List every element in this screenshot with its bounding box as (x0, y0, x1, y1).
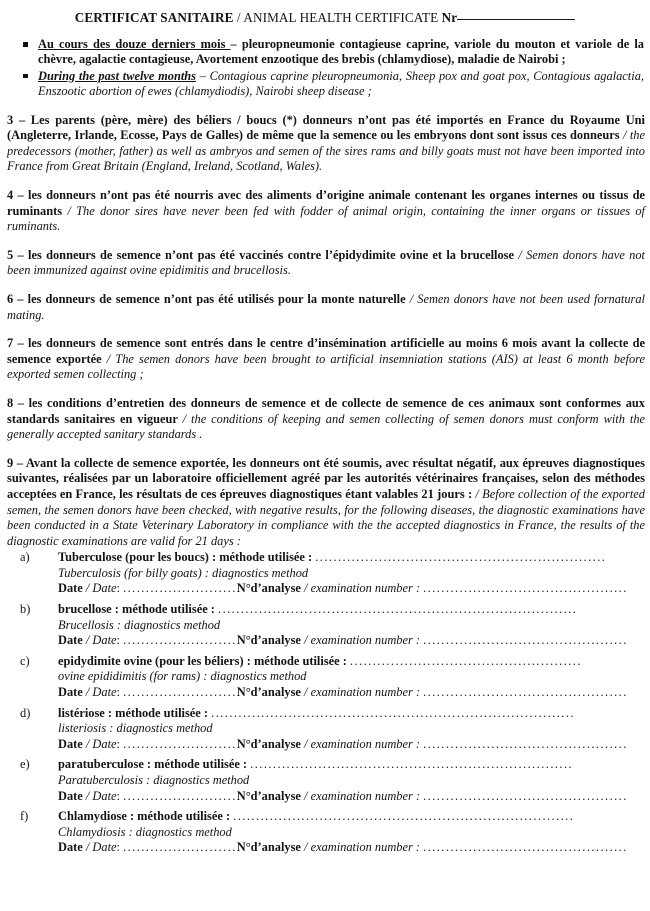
method-fill-c[interactable]: ................................................... (349, 653, 582, 668)
diagnostic-a-date-line (58, 581, 648, 597)
clause-3-english: / the predecessors (mother, father) as well as ambryos and semen of the sires rams and billy goats must not have been imported into France from Great Britain (England, Ireland, Scotland, Wales). (7, 128, 645, 174)
analysis-fill-d[interactable]: ............................................. (423, 736, 628, 751)
diagnostic-d-name-en: listeriosis (58, 721, 107, 736)
analysis-label-fr: N°d’analyse (236, 788, 301, 803)
analysis-fill-b[interactable]: ............................................. (423, 633, 628, 648)
diagnostic-b-name-fr: brucellose (58, 602, 112, 617)
date-fill-e[interactable]: ......................... (123, 788, 237, 803)
analysis-label-en: / examination number : (300, 685, 424, 700)
analysis-label-fr: N°d’analyse (236, 581, 301, 596)
date-label-fr: Date (58, 840, 83, 855)
analysis-label-fr: N°d’analyse (236, 840, 301, 855)
method-fill-a[interactable]: ................................................................ (315, 550, 607, 565)
diagnostic-e-name-fr: paratuberculose (58, 757, 144, 772)
diagnostic-b-date-line (58, 633, 648, 649)
method-fill-e[interactable]: ....................................................................... (250, 757, 574, 772)
diagnostic-d-name-fr: listériose (58, 705, 105, 720)
clause-4 (0, 188, 650, 235)
diagnostic-d-date-line (58, 737, 648, 753)
item-letter-f: f) (20, 809, 29, 824)
date-label-en: / Date (82, 736, 117, 751)
diagnostic-c-french-line (58, 654, 648, 670)
certificate-number-blank[interactable] (457, 19, 575, 20)
method-label-en: : diagnostics method (125, 824, 232, 839)
analysis-label-fr: N°d’analyse (236, 736, 301, 751)
bullet-body-french: – pleuropneumonie contagieuse caprine, variole du mouton et variole de la chèvre, agalactie contagieuse, Avortement enzootique des brebis (chlamydiose), maladie de Nairobi ; (38, 37, 644, 67)
method-label-en: : diagnostics method (201, 565, 309, 580)
clause-7 (0, 336, 650, 383)
clause-8 (0, 396, 650, 443)
analysis-fill-c[interactable]: ............................................. (423, 685, 628, 700)
disease-period-bullets (0, 37, 650, 100)
diagnostic-c-english-line (58, 669, 648, 685)
clause-6-french: 6 – les donneurs de semence n’ont pas été utilisés pour la monte naturelle (7, 291, 410, 306)
method-label-fr: : méthode utilisée : (143, 757, 251, 772)
diagnostic-a-name-fr: Tuberculose (pour les boucs) (58, 550, 209, 565)
analysis-label-en: / examination number : (300, 840, 424, 855)
diagnostic-a-name-en: Tuberculosis (for billy goats) (58, 565, 202, 580)
bullet-item-french (7, 37, 644, 68)
diagnostics-list (0, 550, 650, 856)
certificate-number-label: Nr (441, 10, 458, 25)
method-label-en: : diagnostics method (200, 669, 307, 684)
clause-8-french: 8 – les conditions d’entretien des donneurs de semence et de collecte de semence de ces animaux sont conformes aux standards sanitaires en vigueur (7, 395, 645, 426)
diagnostic-e-date-line (58, 789, 648, 805)
analysis-fill-f[interactable]: ............................................. (423, 840, 628, 855)
method-label-fr: : méthode utilisée : (243, 653, 350, 668)
diagnostic-item-a (7, 550, 648, 597)
diagnostic-f-date-line (58, 840, 648, 856)
diagnostic-e-english-line (58, 773, 648, 789)
diagnostic-b-english-line (58, 618, 648, 634)
analysis-label-en: / examination number : (300, 581, 424, 596)
bullet-heading-english: During the past twelve months (38, 68, 196, 83)
date-colon: : (116, 788, 124, 803)
date-label-fr: Date (58, 736, 83, 751)
date-label-fr: Date (58, 633, 83, 648)
analysis-label-en: / examination number : (300, 736, 424, 751)
title-french: CERTIFICAT SANITAIRE (74, 10, 234, 25)
analysis-label-en: / examination number : (300, 633, 424, 648)
bullet-body-english: – Contagious caprine pleuropneumonia, Sheep pox and goat pox, Contagious agalactia, Enszootic abortion of ewes (chlamydiodis), Nairobi sheep disease ; (38, 68, 644, 99)
diagnostic-f-name-fr: Chlamydiose (58, 809, 127, 824)
method-fill-f[interactable]: ........................................................................... (233, 809, 575, 824)
date-fill-c[interactable]: ......................... (123, 685, 237, 700)
item-letter-b: b) (20, 602, 31, 617)
item-letter-c: c) (20, 653, 30, 668)
diagnostic-b-french-line (58, 602, 648, 618)
date-colon: : (116, 840, 124, 855)
method-label-en: : diagnostics method (142, 773, 250, 787)
diagnostic-f-name-en: Chlamydiosis (58, 824, 126, 839)
clause-7-english: / The semen donors have been brought to artificial insemniation stations (AIS) at least 6 month before exported semen collecting ; (7, 351, 645, 382)
clause-8-english: / the conditions of keeping and semen collecting of semen donors must conform with the generally accepted sanitary standards . (7, 411, 646, 442)
item-letter-e: e) (20, 757, 30, 772)
square-bullet-icon (23, 42, 28, 47)
clause-5-french: 5 – les donneurs de semence n’ont pas été vaccinés contre l’épidydimite ovine et la brucellose (7, 247, 519, 262)
diagnostic-b-name-en: Brucellosis (58, 617, 114, 632)
diagnostic-item-b (7, 602, 648, 649)
analysis-label-fr: N°d’analyse (236, 685, 301, 700)
date-fill-b[interactable]: ......................... (123, 633, 237, 648)
clause-4-english: / The donor sires have never been fed with fodder of animal origin, containing the inner organs or tissues of ruminants. (7, 203, 645, 234)
date-label-en: / Date (82, 788, 117, 803)
date-label-en: / Date (82, 685, 117, 700)
diagnostic-f-english-line (58, 825, 648, 841)
date-label-fr: Date (58, 788, 83, 803)
clause-3 (0, 113, 650, 175)
diagnostic-e-name-en: Paratuberculosis (58, 773, 143, 787)
diagnostic-c-name-fr: epidydimite ovine (pour les béliers) (58, 653, 244, 668)
diagnostic-d-french-line (58, 706, 648, 722)
diagnostic-c-name-en: ovine epididimitis (for rams) (58, 669, 201, 684)
title-separator: / (233, 10, 244, 25)
item-letter-a: a) (20, 550, 30, 565)
diagnostic-a-english-line (58, 566, 648, 582)
method-label-fr: : méthode utilisée : (208, 550, 316, 565)
clause-5 (0, 248, 650, 279)
date-colon: : (116, 736, 124, 751)
method-fill-d[interactable]: ................................................................................ (211, 705, 575, 720)
diagnostic-d-english-line (58, 721, 648, 737)
bullet-item-english (7, 69, 644, 100)
diagnostic-a-french-line (58, 550, 648, 566)
date-fill-d[interactable]: ......................... (123, 736, 237, 751)
date-label-fr: Date (58, 581, 83, 596)
method-label-en: : diagnostics method (106, 721, 213, 736)
date-label-en: / Date (82, 840, 117, 855)
date-colon: : (116, 685, 124, 700)
clause-6-english: / Semen donors have not been used fornatural mating. (7, 291, 646, 322)
title-english: ANIMAL HEALTH CERTIFICATE (243, 10, 442, 25)
diagnostic-c-date-line (58, 685, 648, 701)
clause-9 (0, 456, 650, 550)
diagnostic-item-d (7, 706, 648, 753)
date-colon: : (116, 581, 124, 596)
clause-6 (0, 292, 650, 323)
diagnostic-item-f (7, 809, 648, 856)
page-title (0, 0, 650, 26)
diagnostic-f-french-line (58, 809, 648, 825)
item-letter-d: d) (20, 705, 31, 720)
analysis-fill-e[interactable]: ............................................. (423, 788, 628, 803)
clause-9-french: 9 – Avant la collecte de semence exportée, les donneurs ont été soumis, avec résultat négatif, aux épreuves diagnostiques suivantes, réalisées par un laboratoire officiellement agréé par les autorités vétérinaires françaises, selon des méthodes acceptées en France, les résultats de ces épreuves diagnostiques étant valables 21 jours : (7, 455, 645, 501)
method-label-en: : diagnostics method (113, 617, 221, 632)
date-label-fr: Date (58, 685, 83, 700)
date-fill-f[interactable]: ......................... (123, 840, 237, 855)
clause-3-french: 3 – Les parents (père, mère) des béliers / boucs (*) donneurs n’ont pas été importés en France du Royaume Uni (Angleterre, Irlande, Ecosse, Pays de Galles) de même que la semence ou les embryons dont sont issus ces donneurs (7, 112, 645, 143)
clause-5-english: / Semen donors have not been immunized against ovine epidimitis and brucellosis. (7, 247, 645, 278)
clause-9-english: / Before collection of the exported semen, the semen donors have been checked, with negative results, for the following diseases, the diagnostic examinations have been conducted in a State Veterinary Laboratory in compliance with the the accepted diagnostics in France, the results of the diagnostic examinations are valid for 21 days : (7, 486, 645, 548)
date-fill-a[interactable]: ......................... (123, 581, 237, 596)
diagnostic-e-french-line (58, 757, 648, 773)
analysis-label-en: / examination number : (300, 788, 424, 803)
method-label-fr: : méthode utilisée : (104, 705, 212, 720)
analysis-fill-a[interactable]: ............................................. (423, 581, 628, 596)
analysis-label-fr: N°d’analyse (236, 633, 301, 648)
method-label-fr: : méthode utilisée : (111, 602, 219, 617)
clause-4-french: 4 – les donneurs n’ont pas été nourris avec des aliments d’origine animale contenant les organes internes ou tissus de ruminants (7, 188, 645, 218)
date-label-en: / Date (82, 581, 117, 596)
diagnostic-item-c (7, 654, 648, 701)
square-bullet-icon (23, 74, 28, 79)
date-colon: : (116, 633, 124, 648)
clause-7-french: 7 – les donneurs de semence sont entrés dans le centre d’insémination artificielle au moins 6 mois avant la collecte de semence exportée (7, 336, 645, 366)
date-label-en: / Date (82, 633, 117, 648)
diagnostic-item-e (7, 757, 648, 804)
method-fill-b[interactable]: ............................................................................... (218, 602, 578, 617)
method-label-fr: : méthode utilisée : (126, 809, 234, 824)
bullet-heading-french: Au cours des douze derniers mois (38, 37, 231, 51)
